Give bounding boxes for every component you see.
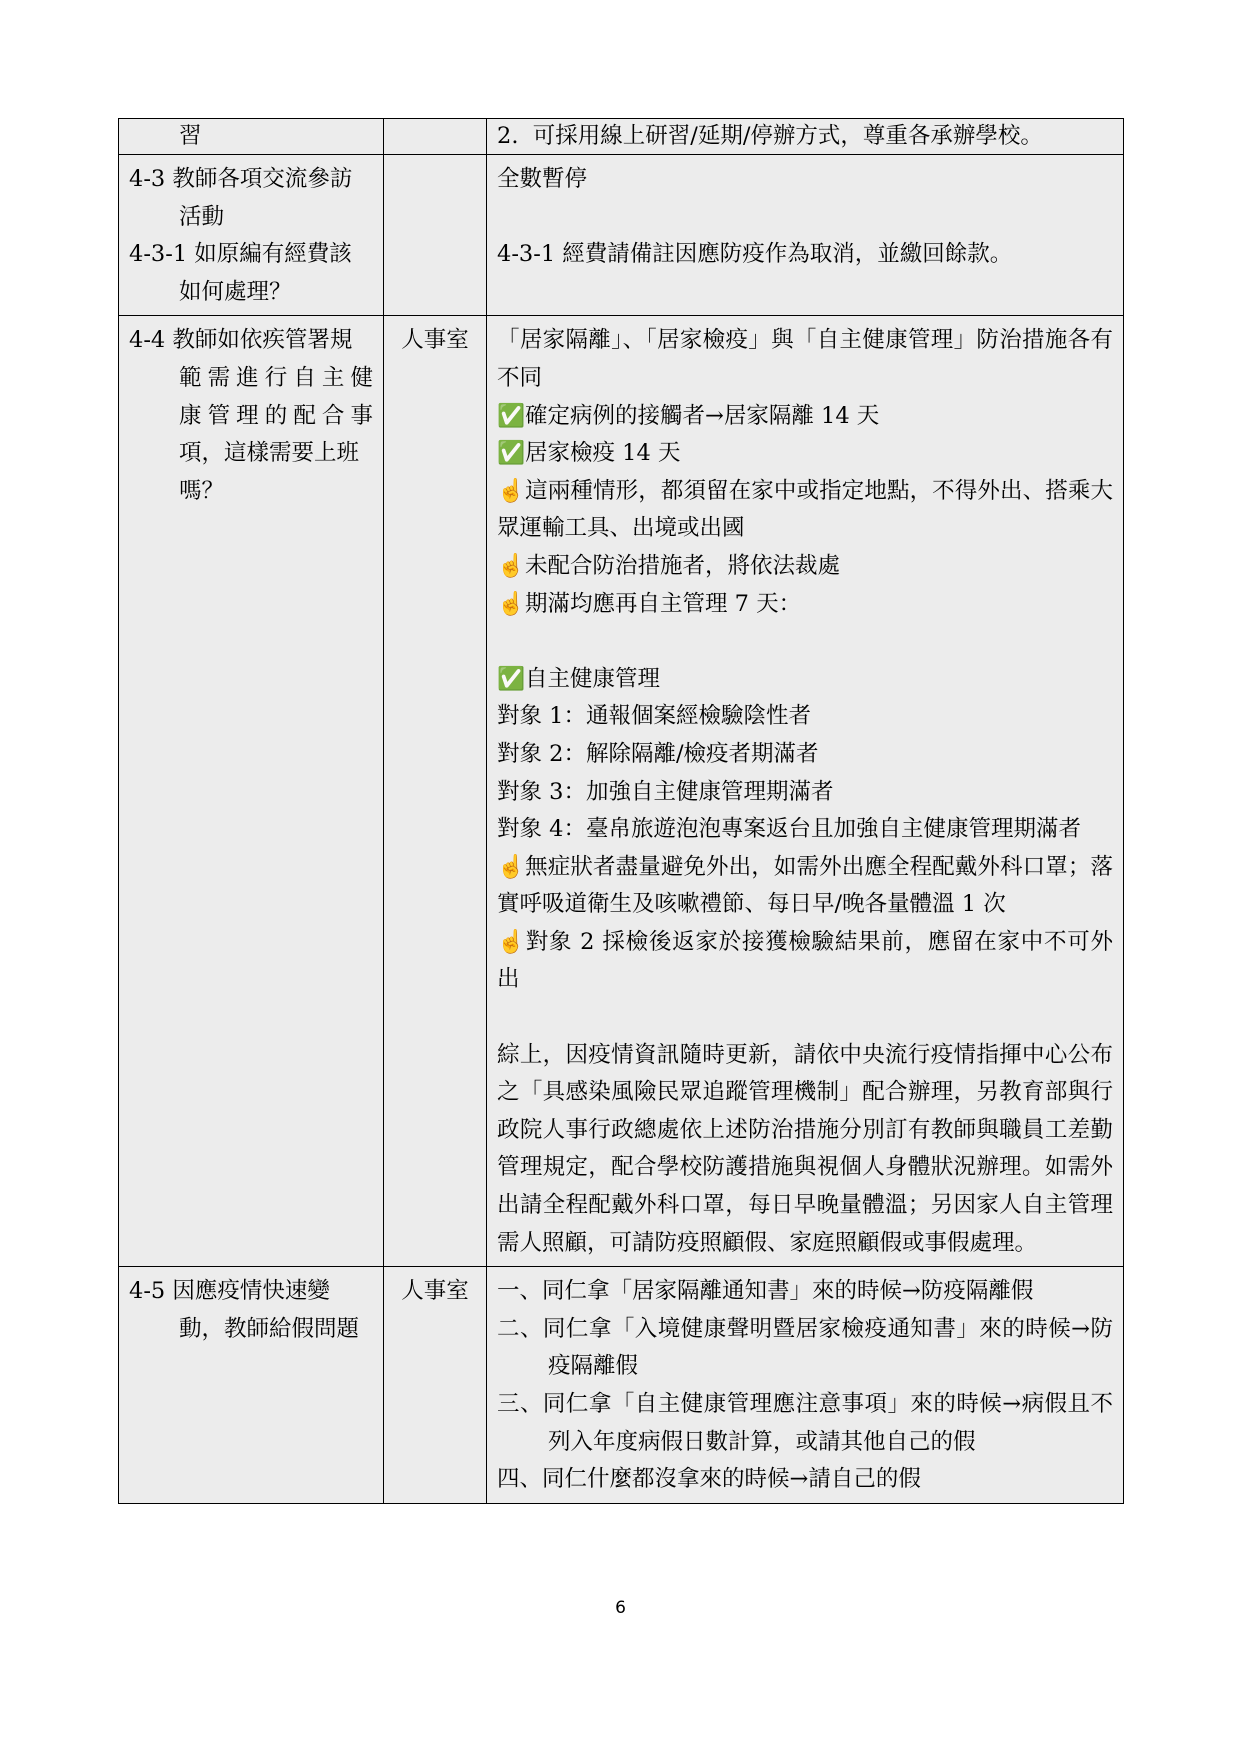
answer-cell bbox=[487, 1267, 1124, 1504]
answer-line: 「居家隔離」、「居家檢疫」與「自主健康管理」防治措施各有不同 bbox=[497, 327, 1113, 391]
answer-line bbox=[497, 623, 1113, 661]
answer-line: ☝期滿均應再自主管理 7 天： bbox=[497, 590, 802, 617]
answer-line: ☝未配合防治措施者，將依法裁處 bbox=[497, 552, 841, 579]
answer-cell bbox=[487, 119, 1124, 155]
question-cell bbox=[119, 1267, 384, 1504]
question-line: 活動 bbox=[179, 203, 225, 230]
unit-cell bbox=[384, 119, 487, 155]
unit-cell: 人事室 bbox=[384, 1267, 487, 1504]
answer-line: ☝這兩種情形，都須留在家中或指定地點，不得外出、搭乘大眾運輸工具、出境或出國 bbox=[497, 477, 1113, 542]
faq-table bbox=[118, 118, 1124, 1504]
answer-line: ✅自主健康管理 bbox=[497, 665, 661, 692]
answer-line: 三、同仁拿「自主健康管理應注意事項」來的時候→病假且不列入年度病假日數計算，或請其他自己的假 bbox=[497, 1391, 1113, 1455]
table-row bbox=[119, 119, 1124, 155]
question-line: 習 bbox=[179, 123, 202, 149]
table-row bbox=[119, 155, 1124, 316]
answer-line: 對象 2：解除隔離/檢疫者期滿者 bbox=[497, 740, 819, 767]
question-line: 4-3 教師各項交流參訪 bbox=[129, 166, 353, 192]
answer-line bbox=[497, 999, 1113, 1037]
question-cell bbox=[119, 316, 384, 1267]
question-line: 康管理的配合事 bbox=[179, 402, 373, 429]
answer-line: ☝對象 2 採檢後返家於接獲檢驗結果前，應留在家中不可外出 bbox=[497, 928, 1113, 993]
unit-cell: 人事室 bbox=[384, 316, 487, 1267]
answer-line: 對象 3：加強自主健康管理期滿者 bbox=[497, 778, 834, 805]
question-line: 4-4 教師如依疾管署規 bbox=[129, 327, 353, 354]
answer-line bbox=[497, 199, 1113, 237]
page-number: 6 bbox=[615, 1598, 626, 1618]
answer-cell bbox=[487, 155, 1124, 316]
question-cell bbox=[119, 155, 384, 316]
question-line: 4-5 因應疫情快速變 bbox=[129, 1278, 330, 1305]
answer-line: 二、同仁拿「入境健康聲明暨居家檢疫通知書」來的時候→防疫隔離假 bbox=[497, 1315, 1113, 1380]
answer-line: 全數暫停 bbox=[497, 166, 588, 192]
question-line: 如何處理？ bbox=[179, 278, 292, 305]
answer-line: 一、同仁拿「居家隔離通知書」來的時候→防疫隔離假 bbox=[497, 1278, 1034, 1305]
answer-line: 四、同仁什麼都沒拿來的時候→請自己的假 bbox=[497, 1466, 921, 1493]
question-line: 嗎？ bbox=[179, 477, 225, 504]
question-line: 4-3-1 如原編有經費該 bbox=[129, 241, 352, 268]
question-line: 範需進行自主健 bbox=[179, 364, 373, 391]
question-line: 動，教師給假問題 bbox=[179, 1315, 360, 1342]
answer-line: ☝無症狀者盡量避免外出，如需外出應全程配戴外科口罩；落實呼吸道衛生及咳嗽禮節、每日早/晚各量體溫 1 次 bbox=[497, 853, 1113, 918]
question-cell bbox=[119, 119, 384, 155]
answer-line: 綜上，因疫情資訊隨時更新，請依中央流行疫情指揮中心公布之「具感染風險民眾追蹤管理機制」配合辦理，另教育部與行政院人事行政總處依上述防治措施分別訂有教師與職員工差勤管理規定，配合學校防護措施與視個人身體狀況辦理。如需外出請全程配戴外科口罩，每日早晚量體溫；另因家人自主管理需人照顧，可請防疫照顧假、家庭照顧假或事假處理。 bbox=[497, 1041, 1113, 1256]
answer-line: 4-3-1 經費請備註因應防疫作為取消，並繳回餘款。 bbox=[497, 241, 1013, 268]
answer-cell bbox=[487, 316, 1124, 1267]
answer-line: ✅確定病例的接觸者→居家隔離 14 天 bbox=[497, 402, 880, 429]
table-row bbox=[119, 1267, 1124, 1504]
answer-line: ✅居家檢疫 14 天 bbox=[497, 440, 681, 467]
table-row bbox=[119, 316, 1124, 1267]
question-line: 項，這樣需要上班 bbox=[179, 440, 360, 467]
unit-cell bbox=[384, 155, 487, 316]
answer-line: 2. 可採用線上研習/延期/停辦方式，尊重各承辦學校。 bbox=[497, 123, 1043, 149]
answer-line: 對象 4：臺帛旅遊泡泡專案返台且加強自主健康管理期滿者 bbox=[497, 816, 1081, 843]
answer-line: 對象 1：通報個案經檢驗陰性者 bbox=[497, 703, 811, 730]
